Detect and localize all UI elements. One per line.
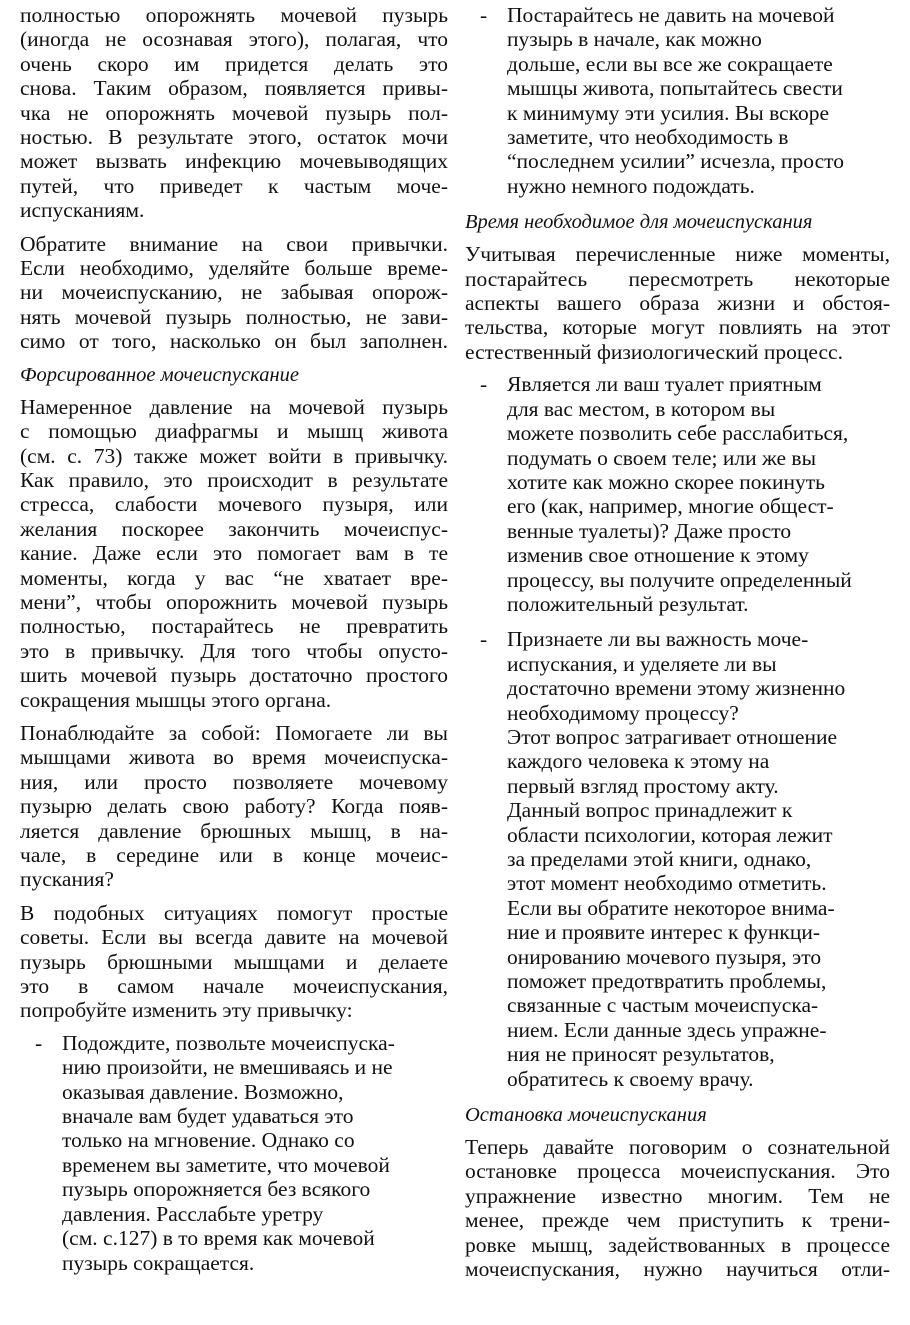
text-line: сокращения мышцы этого органа. <box>20 687 332 712</box>
text-line: ровке мышц, задействованных в процессе <box>465 1232 890 1257</box>
text-line: ние и проявите интерес к функци- <box>507 920 821 945</box>
text-line: попробуйте изменить эту привычку: <box>20 998 353 1023</box>
text-line: ния не приносят результатов, <box>507 1042 775 1067</box>
text-line: постарайтесь пересмотреть некоторые <box>465 266 890 291</box>
text-line: мени”, чтобы опорожнить мочевой пузырь <box>20 589 448 614</box>
text-line: Теперь давайте поговорим о сознательной <box>465 1135 890 1160</box>
text-line: для вас местом, в котором вы <box>507 396 776 421</box>
right-column <box>465 3 890 1282</box>
text-line: изменив свое отношение к этому <box>507 543 809 568</box>
text-line: нять мочевой пузырь полностью, не зави- <box>20 304 448 329</box>
text-line: Подождите, позвольте мочеиспуска- <box>62 1030 395 1055</box>
text-line: шить мочевой пузырь достаточно простого <box>20 663 448 688</box>
text-line: временем вы заметите, что мочевой <box>62 1152 390 1177</box>
text-line: только на мгновение. Однако со <box>62 1128 355 1153</box>
text-line: ляется давление брюшных мышц, в на- <box>20 818 448 843</box>
text-line: ни мочеиспусканию, не забывая опорож- <box>20 280 448 305</box>
text-line: снова. Таким образом, появляется привы- <box>20 76 448 101</box>
text-line: советы. Если вы всегда давите на мочевой <box>20 925 448 950</box>
text-line: Является ли ваш туалет приятным <box>507 372 822 397</box>
text-line: его (как, например, многие общест- <box>507 494 834 519</box>
section-heading-time-needed: Время необходимое для мочеиспускания <box>465 211 813 234</box>
text-line: Этот вопрос затрагивает отношение <box>507 724 838 749</box>
text-line: стресса, слабости мочевого пузыря, или <box>20 492 448 517</box>
text-line: моменты, когда у вас “не хватает вре- <box>20 565 448 590</box>
text-line: давления. Расслабьте уретру <box>62 1201 324 1226</box>
text-line: это в привычку. Для того чтобы опусто- <box>20 638 448 663</box>
text-line: Учитывая перечисленные ниже моменты, <box>465 242 890 267</box>
bullet-item-wait <box>20 1031 448 1275</box>
text-line: хотите как можно скорее покинуть <box>507 469 825 494</box>
text-line: обратитесь к своему врачу. <box>507 1066 754 1091</box>
text-line: тельства, которые могут повлиять на этот <box>465 315 890 340</box>
paragraph-intentional-pressure <box>20 395 448 712</box>
paragraph-attention-habits <box>20 232 448 354</box>
text-line: (см. с. 73) также может войти в привычку. <box>20 443 448 468</box>
text-line: пузырь опорожняется без всякого <box>62 1177 371 1202</box>
text-line: связанные с частым мочеиспуска- <box>507 993 819 1018</box>
paragraph-observe-yourself <box>20 721 448 892</box>
paragraph-simple-advice <box>20 901 448 1023</box>
text-line: Как правило, это происходит в результате <box>20 467 448 492</box>
text-line: полностью опорожнять мочевой пузырь <box>20 3 448 27</box>
text-line: желания поскорее закончить мочеиспус- <box>20 516 448 541</box>
text-line: В подобных ситуациях помогут простые <box>20 900 448 925</box>
text-line: мышцы живота, попытайтесь свести <box>507 76 843 101</box>
text-line: кание. Даже если это помогает вам в те <box>20 541 448 566</box>
text-line: испусканиям. <box>20 198 145 223</box>
text-line: Если необходимо, уделяйте больше време- <box>20 256 448 281</box>
text-line: менее, прежде чем приступить к трени- <box>465 1208 890 1233</box>
text-line: (иногда не осознавая этого), полагая, что <box>20 27 448 52</box>
text-line: пузырь сокращается. <box>62 1250 255 1275</box>
text-line: к минимуму эти усилия. Вы вскоре <box>507 100 830 125</box>
text-line: дольше, если вы все же сокращаете <box>507 51 833 76</box>
text-line: Намеренное давление на мочевой пузырь <box>20 394 448 419</box>
text-line: аспекты вашего образа жизни и обстоя- <box>465 291 890 316</box>
text-line: венные туалеты)? Даже просто <box>507 518 792 543</box>
text-line: этот момент необходимо отметить. <box>507 871 827 896</box>
text-line: Если вы обратите некоторое внима- <box>507 895 835 920</box>
text-line: путей, что приведет к частым моче- <box>20 173 448 198</box>
text-line: мочеиспускания, нужно научиться отли- <box>465 1257 890 1282</box>
text-line: очень скоро им придется делать это <box>20 51 448 76</box>
text-line: чка не опорожнять мочевой пузырь пол- <box>20 100 448 125</box>
text-line: пускания? <box>20 867 114 892</box>
bullet-item-dont-push <box>465 3 890 198</box>
paragraph-habit-continuation <box>20 3 448 223</box>
text-line: Понаблюдайте за собой: Помогаете ли вы <box>20 720 448 745</box>
text-line: ния, или просто позволяете мочевому <box>20 769 448 794</box>
paragraph-considering-points <box>465 242 890 364</box>
text-line: Обратите внимание на свои привычки. <box>20 231 448 256</box>
text-line: ностью. В результате этого, остаток мочи <box>20 125 448 150</box>
text-line: симо от того, насколько он был заполнен. <box>20 329 448 354</box>
text-line: процессу, вы получите определенный <box>507 567 852 592</box>
text-line: упражнение известно многим. Тем не <box>465 1183 890 1208</box>
bullet-dash: - <box>480 372 488 397</box>
text-line: может вызвать инфекцию мочевыводящих <box>20 149 448 174</box>
section-heading-forced-urination: Форсированное мочеиспускание <box>20 363 299 386</box>
bullet-item-importance <box>465 627 890 1091</box>
text-line: заметите, что необходимость в <box>507 125 789 150</box>
text-line: испускания, и уделяете ли вы <box>507 651 777 676</box>
text-line: пузырь в начале, как можно <box>507 27 762 52</box>
text-line: можете позволить себе расслабиться, <box>507 421 849 446</box>
text-line: Постарайтесь не давить на мочевой <box>507 3 835 27</box>
text-line: оказывая давление. Возможно, <box>62 1079 344 1104</box>
text-line: пузырю делать свою работу? Когда появ- <box>20 794 448 819</box>
text-line: необходимому процессу? <box>507 700 739 725</box>
text-line: это в самом начале мочеиспускания, <box>20 974 448 999</box>
bullet-dash: - <box>480 3 488 27</box>
text-line: остановке процесса мочеиспускания. Это <box>465 1159 890 1184</box>
section-heading-stopping-urination: Остановка мочеиспускания <box>465 1104 707 1127</box>
text-line: первый взгляд простому акту. <box>507 773 779 798</box>
text-line: положительный результат. <box>507 591 749 616</box>
text-line: Признаете ли вы важность моче- <box>507 627 809 652</box>
text-line: подумать о своем теле; или же вы <box>507 445 817 470</box>
text-line: нию произойти, не вмешиваясь и не <box>62 1055 393 1080</box>
text-line: мышцами живота во время мочеиспуска- <box>20 745 448 770</box>
text-line: достаточно времени этому жизненно <box>507 676 846 701</box>
text-line: каждого человека к этому на <box>507 749 770 774</box>
text-line: поможет предотвратить проблемы, <box>507 969 827 994</box>
text-line: вначале вам будет удаваться это <box>62 1104 354 1129</box>
text-line: нужно немного подождать. <box>507 173 755 198</box>
text-line: за пределами этой книги, однако, <box>507 847 812 871</box>
text-line: с помощью диафрагмы и мышц живота <box>20 419 448 444</box>
text-line: области психологии, которая лежит <box>507 822 833 847</box>
text-line: (см. с.127) в то время как мочевой <box>62 1226 375 1251</box>
left-column <box>20 3 448 1275</box>
bullet-item-toilet-pleasant <box>465 372 890 616</box>
text-line: чале, в середине или в конце мочеис- <box>20 843 448 867</box>
bullet-dash: - <box>480 627 488 652</box>
text-line: естественный физиологический процесс. <box>465 339 843 364</box>
text-line: онированию мочевого пузыря, это <box>507 944 822 969</box>
text-line: “последнем усилии” исчезла, просто <box>507 149 844 174</box>
text-line: полностью, постарайтесь не превратить <box>20 614 448 639</box>
paragraph-conscious-stop <box>465 1135 890 1281</box>
text-line: Данный вопрос принадлежит к <box>507 798 793 823</box>
text-line: пузырь брюшными мышцами и делаете <box>20 949 448 974</box>
text-line: нием. Если данные здесь упражне- <box>507 1017 827 1042</box>
bullet-dash: - <box>35 1030 43 1055</box>
